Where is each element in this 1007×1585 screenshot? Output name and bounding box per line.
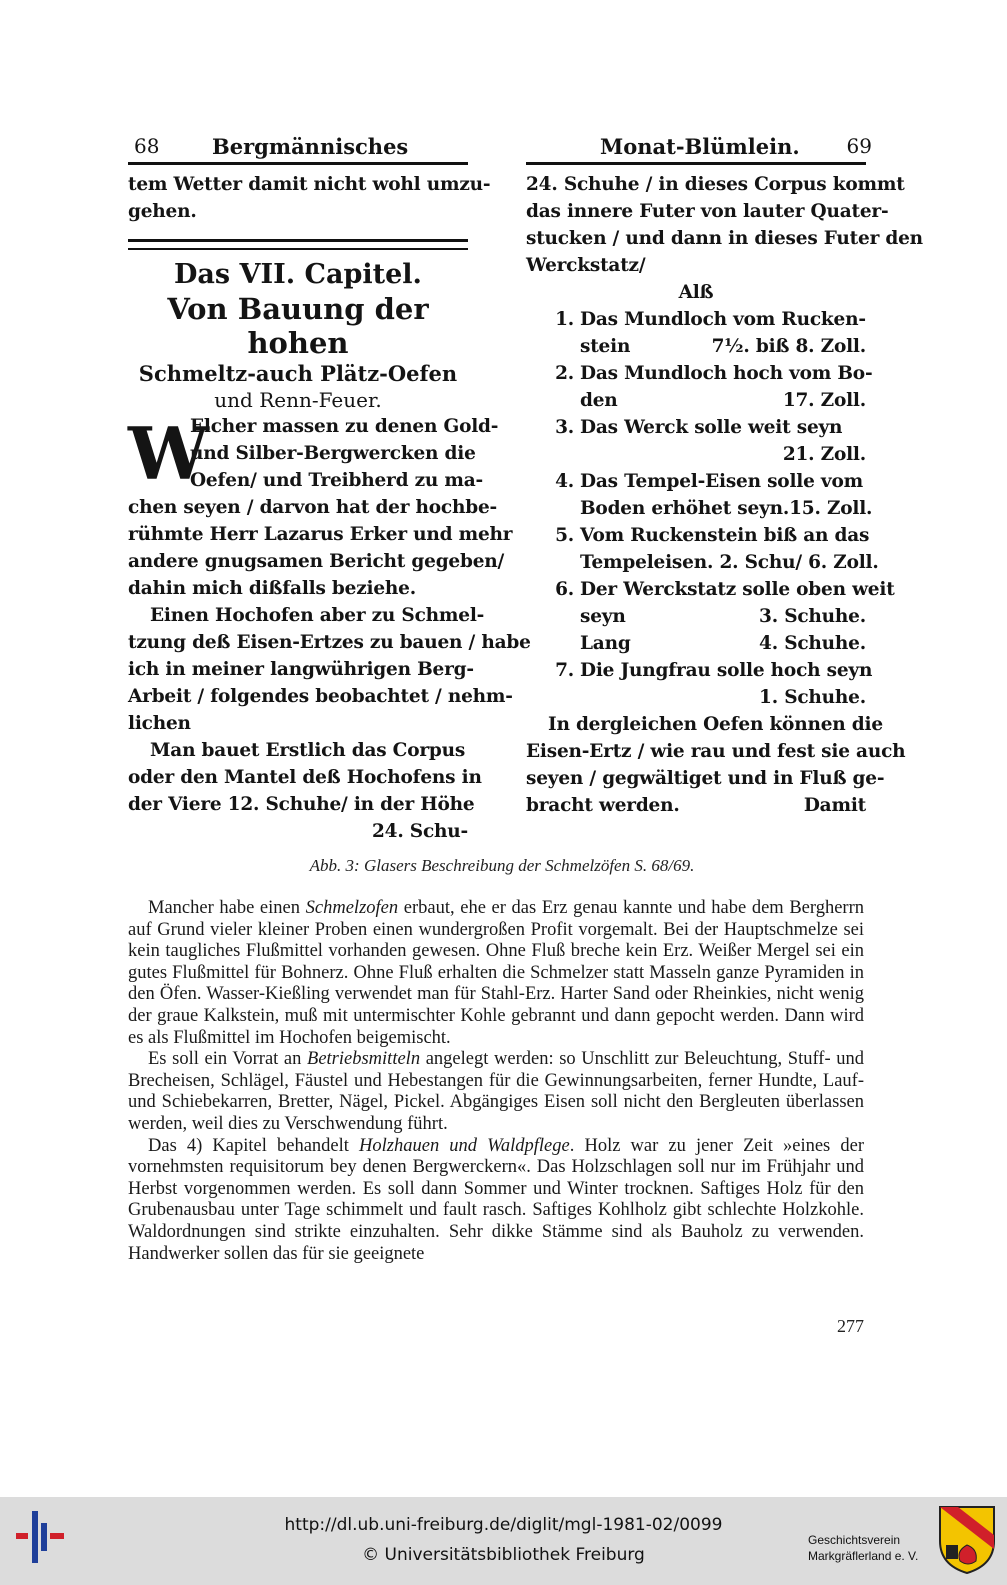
entry-list [526,306,895,711]
text-line: Einen Hochofen aber zu Schmel- [150,605,485,626]
section-rule [128,248,468,250]
text-line: Elcher massen zu denen Gold- [190,416,499,437]
text-line: Arbeit / folgendes beobachtet / nehm- [128,686,513,707]
text-line: rühmte Herr Lazarus Erker und mehr [128,524,513,545]
drop-cap: W [128,411,209,496]
list-item: 7. Die Jungfrau solle hoch seyn [555,660,873,681]
text-line: dahin mich dißfalls beziehe. [128,578,416,599]
facsimile-image [128,130,923,850]
chapter-heading: Das VII. Capitel. [174,259,422,290]
copyright-text: © Universitätsbibliothek Freiburg [362,1545,645,1565]
text-line: Man bauet Erstlich das Corpus [150,740,466,761]
body-text [128,898,864,1265]
left-page [128,130,531,845]
chapter-title: Von Bauung der hohen [167,292,429,360]
text-line: ich in meiner langwührigen Berg- [128,659,474,680]
right-page [526,130,923,819]
text-line: andere gnugsamen Bericht gegeben/ [128,551,505,572]
list-item: 6. Der Werckstatz solle oben weit [555,579,895,600]
right-page-number: 69 [846,134,872,158]
permalink-link[interactable]: http://dl.ub.uni-freiburg.de/diglit/mgl-1981-02/0099 [284,1515,723,1535]
text-line: Werckstatz/ [526,255,646,276]
paragraph: Es soll ein Vorrat an Betriebsmitteln angelegt werden: so Unschlitt zur Beleuchtung, Stuff- und Brecheisen, Schlägel, Fäustel und Hebestangen für die Gewinnungsarbeiten, ferner Hundte, Lauf- und Schiebekarren, Bretter, Nägel, Pickel. Abgängiges Eisen soll nicht den Bergleuten überlassen werden, weil dies zu Verschwendung führt. [128,1049,864,1134]
list-item-sub: 21. Zoll. [782,444,866,465]
chapter-subtitle-2: und Renn-Feuer. [214,388,382,412]
header-rule [526,162,866,165]
text-line: tem Wetter damit nicht wohl umzu- [128,174,491,195]
running-head-left [128,130,468,160]
text-line: Eisen-Ertz / wie rau und fest sie auch [526,741,906,762]
running-head-right [526,130,872,160]
publisher-name: Geschichtsverein Markgräflerland e. V. [808,1533,919,1563]
catchword: Damit [803,795,866,816]
header-rule [128,162,468,165]
text-line: lichen [128,713,191,734]
list-item-sub: 1. Schuhe. [759,687,866,708]
left-page-number: 68 [134,134,160,158]
list-item: 3. Das Werck solle weit seyn [555,417,843,438]
text-line: und Silber-Bergwercken die [190,443,476,464]
paragraph [128,411,513,602]
text-line: chen seyen / darvon hat der hochbe- [128,497,498,518]
paragraph: Mancher habe einen Schmelzofen erbaut, ehe er das Erz genau kannte und habe dem Bergherrn auf Grund vieler kleiner Proben einen wundergroßen Profit vorgemalt. Bei der Hauptschmelze sei kein taugliches Flußmittel vorhanden gewesen. Ohne Fluß breche kein Erz. Weißer Mergel sei ein gutes Flußmittel für Bohnerz. Ohne Fluß erhalten die Schmelzer statt Masseln ganze Pyramiden in den Öfen. Wasser-Kießling verwendet man für Stahl-Erz. Harter Sand oder Rheinkies, nicht wenig der graue Kalkstein, muß mit untermischter Kohle gebrannt und dann gepocht werden. Dann wird es als Flußmittel im Hochofen beigemischt. [128,898,864,1048]
section-rule [128,239,468,242]
left-running-title: Bergmännisches [212,134,409,159]
list-item-sub: den 17. Zoll. [580,390,866,411]
text-line: In dergleichen Oefen können die [548,714,883,735]
catchword: 24. Schu- [371,821,468,842]
text-line: der Viere 12. Schuhe/ in der Höhe [128,794,475,815]
chapter-subtitle: Schmeltz-auch Plätz-Oefen [138,361,458,386]
text-line: oder den Mantel deß Hochofens in [128,767,482,788]
text-line: Oefen/ und Treibherd zu ma- [190,470,484,491]
als-heading: Alß [678,282,714,303]
paragraph: Das 4) Kapitel behandelt Holzhauen und Waldpflege. Holz war zu jener Zeit »eines der vornehmsten requisitorum bey denen Bergwerckern«. Das Holzschlagen soll nur im Frühjahr und Herbst vorgenommen werden. Es soll dann Sommer und Winter trocknen. Saftiges Holz für den Grubenausbau unter Tage schimmelt und fault rasch. Saftiges Kohlholz gibt schlechte Holzkohle. Waldordnungen sind strikte einzuhalten. Sehr dikke Stämme sind als Bauholz zu verwenden. Handwerker sollen das für sie geeignete [128,1135,864,1264]
list-item-sub: stein 7½. biß 8. Zoll. [580,336,866,357]
list-item-sub: Boden erhöhet seyn. 15. Zoll. [580,498,873,519]
list-item-sub: Lang 4. Schuhe. [580,633,866,654]
text-line: 24. Schuhe / in dieses Corpus kommt [526,174,905,195]
coat-of-arms-icon [938,1505,996,1575]
list-item: 4. Das Tempel-Eisen solle vom [555,471,863,492]
page-number: 277 [837,1316,864,1336]
footer-bar [0,1497,1007,1585]
text-line: seyen / gegwältiget und in Fluß ge- [526,768,885,789]
text-line: tzung deß Eisen-Ertzes zu bauen / habe [128,632,531,653]
figure-caption: Abb. 3: Glasers Beschreibung der Schmelzöfen S. 68/69. [309,856,695,875]
right-running-title: Monat-Blümlein. [600,134,800,159]
list-item: 5. Vom Ruckenstein biß an das [555,525,870,546]
list-item: 1. Das Mundloch vom Rucken- [555,309,866,330]
text-line: bracht werden. Damit [526,792,866,819]
text-line: stucken / und dann in dieses Futer den [526,228,923,249]
text-line: das innere Futer von lauter Quater- [526,201,889,222]
list-item: 2. Das Mundloch hoch vom Bo- [555,363,873,384]
list-item-sub: Tempeleisen. 2. Schu/ 6. Zoll. [580,552,879,573]
text-line: gehen. [128,201,197,222]
list-item-sub: seyn 3. Schuhe. [580,606,866,627]
